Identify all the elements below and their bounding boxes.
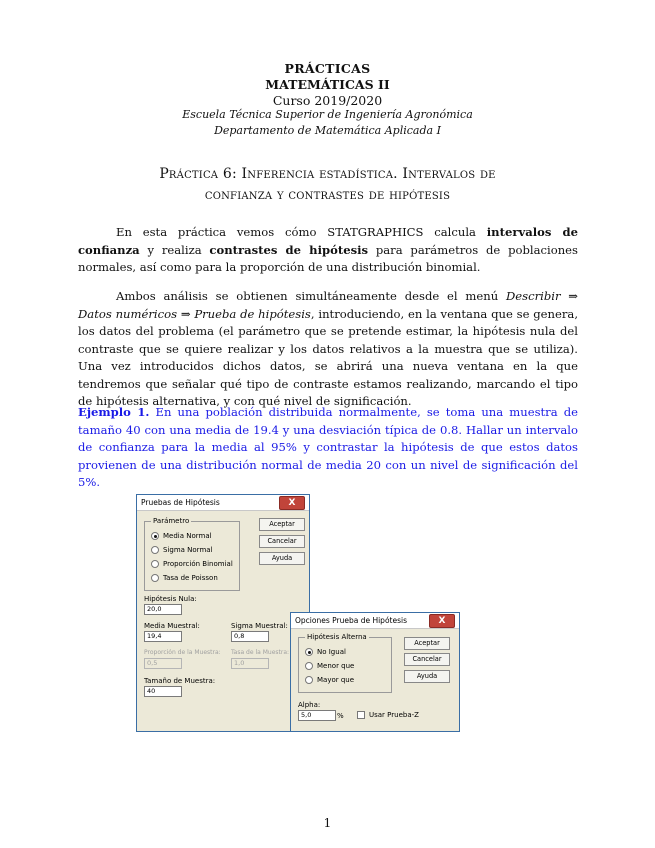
radio-no-igual[interactable] (305, 648, 346, 656)
dialog2-hipotesis-alterna-group (298, 633, 392, 693)
radio-proporcion-binomial[interactable] (151, 560, 233, 568)
header-subtitle: MATEMÁTICAS II (265, 77, 390, 92)
radio-media-normal[interactable] (151, 532, 212, 540)
usar-prueba-z-checkbox[interactable] (357, 711, 419, 719)
proporcion-muestra-label: Proporción de la Muestra: (144, 649, 221, 656)
radio-dot-selected (305, 648, 313, 656)
para1-text2: y realiza (139, 242, 210, 257)
radio-label: Tasa de Poisson (163, 574, 218, 582)
practica-title-line2: confianza y contrastes de hipótesis (204, 187, 451, 203)
tasa-muestra-label: Tasa de la Muestra: (231, 649, 290, 656)
page-number: 1 (323, 816, 332, 830)
dialog2-hipotesis-alterna-label: Hipótesis Alterna (307, 633, 367, 641)
para2-text1: Ambos análisis se obtienen simultáneamente desde el menú (116, 289, 506, 303)
radio-label: Sigma Normal (163, 546, 213, 554)
radio-label: Proporción Binomial (163, 560, 233, 568)
dialog2-aceptar-button[interactable]: Aceptar (404, 637, 450, 650)
alpha-label: Alpha: (298, 701, 321, 709)
paragraph-method (78, 288, 578, 411)
dialog1-ayuda-button[interactable]: Ayuda (259, 552, 305, 565)
null-hypothesis-input[interactable]: 20,0 (144, 604, 182, 615)
example-text: En una población distribuida normalmente, se toma una muestra de tamaño 40 con una media de 19.4 y una desviación típica de 0.8. Hallar un intervalo de confianza para la media al 95% y contrastar la hipótesis de que estos datos provienen de una distribución normal de media 20 con un nivel de significación del 5%. (78, 405, 578, 489)
dialog2-cancelar-button[interactable]: Cancelar (404, 653, 450, 666)
dialog2-title: Opciones Prueba de Hipótesis (295, 616, 407, 625)
radio-label: No Igual (317, 648, 346, 656)
sigma-muestral-input[interactable]: 0,8 (231, 631, 269, 642)
alpha-input[interactable]: 5,0 (298, 710, 336, 721)
header-title: PRÁCTICAS (284, 61, 371, 76)
radio-dot (305, 676, 313, 684)
dialog-opciones-prueba (290, 612, 460, 732)
paragraph-intro (78, 224, 578, 277)
media-muestral-input[interactable]: 19,4 (144, 631, 182, 642)
dialog1-parametro-group (144, 517, 240, 591)
para1-bold2: contrastes de hipótesis (209, 242, 369, 257)
dialog2-close-button[interactable]: X (429, 614, 455, 628)
tamano-muestra-input[interactable]: 40 (144, 686, 182, 697)
radio-dot-selected (151, 532, 159, 540)
radio-tasa-poisson[interactable] (151, 574, 218, 582)
practica-title (60, 164, 595, 206)
radio-mayor-que[interactable] (305, 676, 354, 684)
radio-dot (151, 546, 159, 554)
para2-text2: , introduciendo, en la ventana que se genera, los datos del problema (el parámetro que se pretende estimar, la hipótesis nula del contraste que se quiere realizar y los datos relativos a la muestra que se utiliza). Una vez introducidos dichos datos, se abrirá una nueva ventana en la que tendremos que señalar qué tipo de contraste estamos realizando, marcando el tipo de hipótesis alternativa, y con qué nivel de significación. (78, 306, 579, 408)
header-escuela: Escuela Técnica Superior de Ingeniería Agronómica (182, 108, 473, 121)
radio-sigma-normal[interactable] (151, 546, 213, 554)
dialog1-title: Pruebas de Hipótesis (141, 498, 220, 507)
radio-label: Media Normal (163, 532, 212, 540)
radio-menor-que[interactable] (305, 662, 354, 670)
header-curso: Curso 2019/2020 (272, 93, 383, 108)
checkbox-box (357, 711, 365, 719)
para1-text1: En esta práctica vemos cómo STATGRAPHICS calcula (116, 225, 487, 239)
dialog1-aceptar-button[interactable]: Aceptar (259, 518, 305, 531)
null-hypothesis-label: Hipótesis Nula: (144, 595, 197, 603)
para1-bold1: intervalos de confianza (78, 225, 579, 257)
proporcion-muestra-input: 0,5 (144, 658, 182, 669)
alpha-percent-unit: % (337, 712, 344, 720)
tamano-muestra-label: Tamaño de Muestra: (144, 677, 216, 685)
dialog2-ayuda-button[interactable]: Ayuda (404, 670, 450, 683)
sigma-muestral-label: Sigma Muestral: (231, 622, 288, 630)
dialog-pruebas-hipotesis (136, 494, 310, 732)
dialog1-cancelar-button[interactable]: Cancelar (259, 535, 305, 548)
example-label: Ejemplo 1. (78, 405, 150, 419)
radio-dot (151, 560, 159, 568)
para2-menu-path: Describir ⇒ Datos numéricos ⇒ Prueba de hipótesis (78, 289, 578, 321)
radio-dot (151, 574, 159, 582)
dialog1-close-button[interactable]: X (279, 496, 305, 510)
header-departamento: Departamento de Matemática Aplicada I (214, 124, 441, 137)
media-muestral-label: Media Muestral: (144, 622, 200, 630)
tasa-muestra-input: 1,0 (231, 658, 269, 669)
radio-label: Mayor que (317, 676, 355, 684)
dialog1-titlebar (137, 495, 309, 511)
dialog1-parametro-label: Parámetro (153, 517, 190, 525)
practica-title-line1: Práctica 6: Inferencia estadística. Intervalos de (159, 166, 496, 182)
para1-text3: para parámetros de poblaciones normales, así como para la proporción de una distribución binomial. (78, 242, 578, 274)
usar-prueba-z-label: Usar Prueba-Z (369, 711, 419, 719)
dialog2-titlebar (291, 613, 459, 629)
radio-dot (305, 662, 313, 670)
example-1 (78, 404, 578, 492)
radio-label: Menor que (317, 662, 355, 670)
